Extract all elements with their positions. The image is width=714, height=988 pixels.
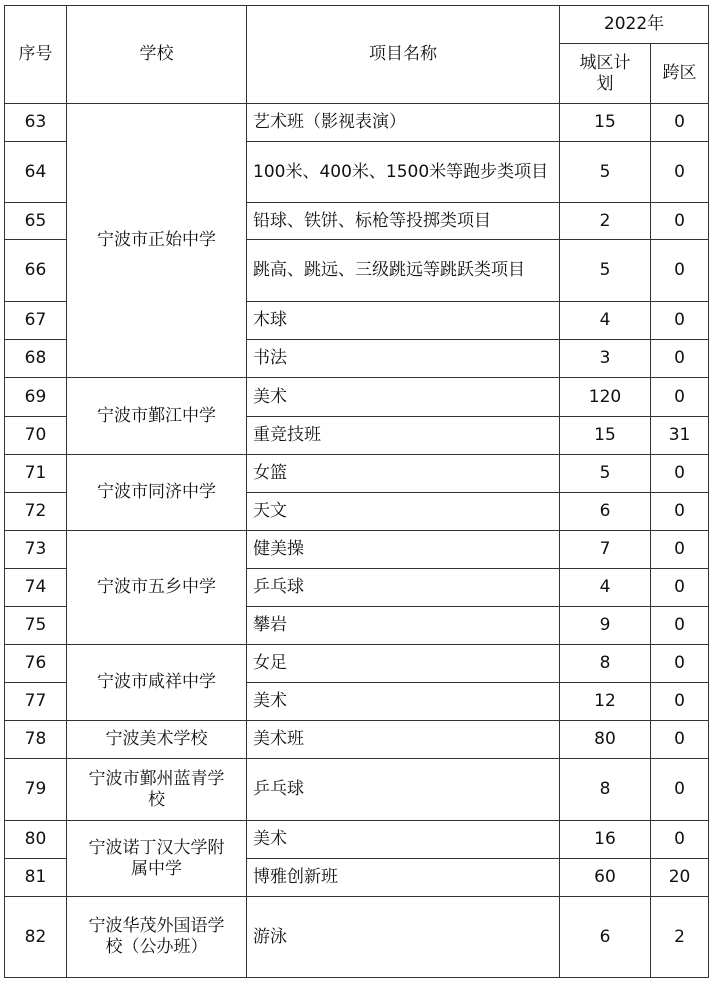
header-cross: 跨区 — [651, 44, 709, 104]
cell-project: 100米、400米、1500米等跑步类项目 — [247, 142, 560, 203]
cell-plan: 12 — [560, 683, 651, 721]
cell-plan: 15 — [560, 104, 651, 142]
cell-school — [67, 104, 247, 378]
cell-seq: 72 — [5, 493, 67, 531]
cell-seq: 75 — [5, 607, 67, 645]
cell-plan: 7 — [560, 531, 651, 569]
header-plan-text: 城区计划 — [579, 52, 631, 94]
header-school: 学校 — [67, 6, 247, 104]
cell-school — [67, 531, 247, 645]
school-name: 宁波市咸祥中学 — [97, 672, 216, 692]
cell-project: 健美操 — [247, 531, 560, 569]
school-name: 宁波诺丁汉大学附属中学 — [88, 837, 225, 879]
cell-school — [67, 645, 247, 721]
cell-project: 美术班 — [247, 721, 560, 759]
cell-plan: 6 — [560, 897, 651, 978]
cell-plan: 8 — [560, 645, 651, 683]
table-row — [5, 897, 709, 978]
table-row — [5, 645, 709, 683]
cell-seq: 74 — [5, 569, 67, 607]
cell-school — [67, 821, 247, 897]
cell-cross: 20 — [651, 859, 709, 897]
cell-seq: 63 — [5, 104, 67, 142]
cell-seq: 81 — [5, 859, 67, 897]
cell-seq: 79 — [5, 759, 67, 821]
cell-cross: 0 — [651, 759, 709, 821]
cell-plan: 4 — [560, 569, 651, 607]
cell-plan: 5 — [560, 455, 651, 493]
quota-table — [4, 5, 709, 978]
cell-project: 重竞技班 — [247, 417, 560, 455]
school-name: 宁波华茂外国语学校（公办班） — [88, 916, 225, 957]
cell-seq: 71 — [5, 455, 67, 493]
cell-plan: 4 — [560, 302, 651, 340]
cell-plan: 60 — [560, 859, 651, 897]
cell-seq: 73 — [5, 531, 67, 569]
table-header — [5, 6, 709, 104]
table-row — [5, 455, 709, 493]
cell-cross: 0 — [651, 455, 709, 493]
cell-seq: 82 — [5, 897, 67, 978]
table-row — [5, 104, 709, 142]
table-row — [5, 759, 709, 821]
cell-seq: 68 — [5, 340, 67, 378]
cell-project: 美术 — [247, 683, 560, 721]
cell-plan: 9 — [560, 607, 651, 645]
school-name: 宁波美术学校 — [105, 729, 208, 749]
cell-cross: 0 — [651, 203, 709, 240]
cell-school — [67, 759, 247, 821]
cell-project: 游泳 — [247, 897, 560, 978]
cell-project: 铅球、铁饼、标枪等投掷类项目 — [247, 203, 560, 240]
school-name: 宁波市鄞州蓝青学校 — [88, 768, 225, 810]
cell-cross: 0 — [651, 240, 709, 302]
cell-plan: 16 — [560, 821, 651, 859]
cell-cross: 0 — [651, 302, 709, 340]
cell-project: 博雅创新班 — [247, 859, 560, 897]
cell-project: 女篮 — [247, 455, 560, 493]
header-year: 2022年 — [560, 6, 709, 44]
cell-project: 攀岩 — [247, 607, 560, 645]
cell-cross: 0 — [651, 569, 709, 607]
cell-cross: 0 — [651, 142, 709, 203]
cell-project: 女足 — [247, 645, 560, 683]
cell-plan: 6 — [560, 493, 651, 531]
cell-seq: 67 — [5, 302, 67, 340]
table-row — [5, 721, 709, 759]
cell-school — [67, 455, 247, 531]
cell-cross: 0 — [651, 493, 709, 531]
cell-cross: 0 — [651, 607, 709, 645]
cell-project: 跳高、跳远、三级跳远等跳跃类项目 — [247, 240, 560, 302]
cell-plan: 5 — [560, 142, 651, 203]
cell-seq: 78 — [5, 721, 67, 759]
cell-plan: 2 — [560, 203, 651, 240]
cell-project: 美术 — [247, 821, 560, 859]
cell-seq: 66 — [5, 240, 67, 302]
cell-project: 乒乓球 — [247, 759, 560, 821]
cell-cross: 0 — [651, 378, 709, 417]
cell-school — [67, 897, 247, 978]
cell-project: 书法 — [247, 340, 560, 378]
header-plan — [560, 44, 651, 104]
cell-cross: 0 — [651, 340, 709, 378]
cell-seq: 64 — [5, 142, 67, 203]
header-seq: 序号 — [5, 6, 67, 104]
table-body — [5, 104, 709, 978]
cell-cross: 0 — [651, 721, 709, 759]
cell-cross: 0 — [651, 683, 709, 721]
cell-plan: 120 — [560, 378, 651, 417]
cell-school — [67, 378, 247, 455]
cell-seq: 65 — [5, 203, 67, 240]
cell-plan: 3 — [560, 340, 651, 378]
cell-cross: 0 — [651, 531, 709, 569]
cell-seq: 70 — [5, 417, 67, 455]
school-name: 宁波市同济中学 — [97, 482, 216, 502]
cell-project: 艺术班（影视表演） — [247, 104, 560, 142]
cell-project: 乒乓球 — [247, 569, 560, 607]
cell-plan: 80 — [560, 721, 651, 759]
cell-seq: 69 — [5, 378, 67, 417]
cell-project: 木球 — [247, 302, 560, 340]
cell-cross: 31 — [651, 417, 709, 455]
cell-school — [67, 721, 247, 759]
cell-project: 天文 — [247, 493, 560, 531]
header-project: 项目名称 — [247, 6, 560, 104]
cell-cross: 0 — [651, 821, 709, 859]
cell-cross: 0 — [651, 645, 709, 683]
cell-cross: 0 — [651, 104, 709, 142]
cell-project: 美术 — [247, 378, 560, 417]
cell-seq: 80 — [5, 821, 67, 859]
school-name: 宁波市五乡中学 — [97, 577, 216, 597]
school-name: 宁波市鄞江中学 — [97, 405, 216, 426]
cell-plan: 5 — [560, 240, 651, 302]
cell-plan: 15 — [560, 417, 651, 455]
cell-seq: 77 — [5, 683, 67, 721]
cell-plan: 8 — [560, 759, 651, 821]
table-row — [5, 378, 709, 417]
table-row — [5, 821, 709, 859]
school-name: 宁波市正始中学 — [97, 230, 216, 250]
cell-seq: 76 — [5, 645, 67, 683]
table-row — [5, 531, 709, 569]
cell-cross: 2 — [651, 897, 709, 978]
